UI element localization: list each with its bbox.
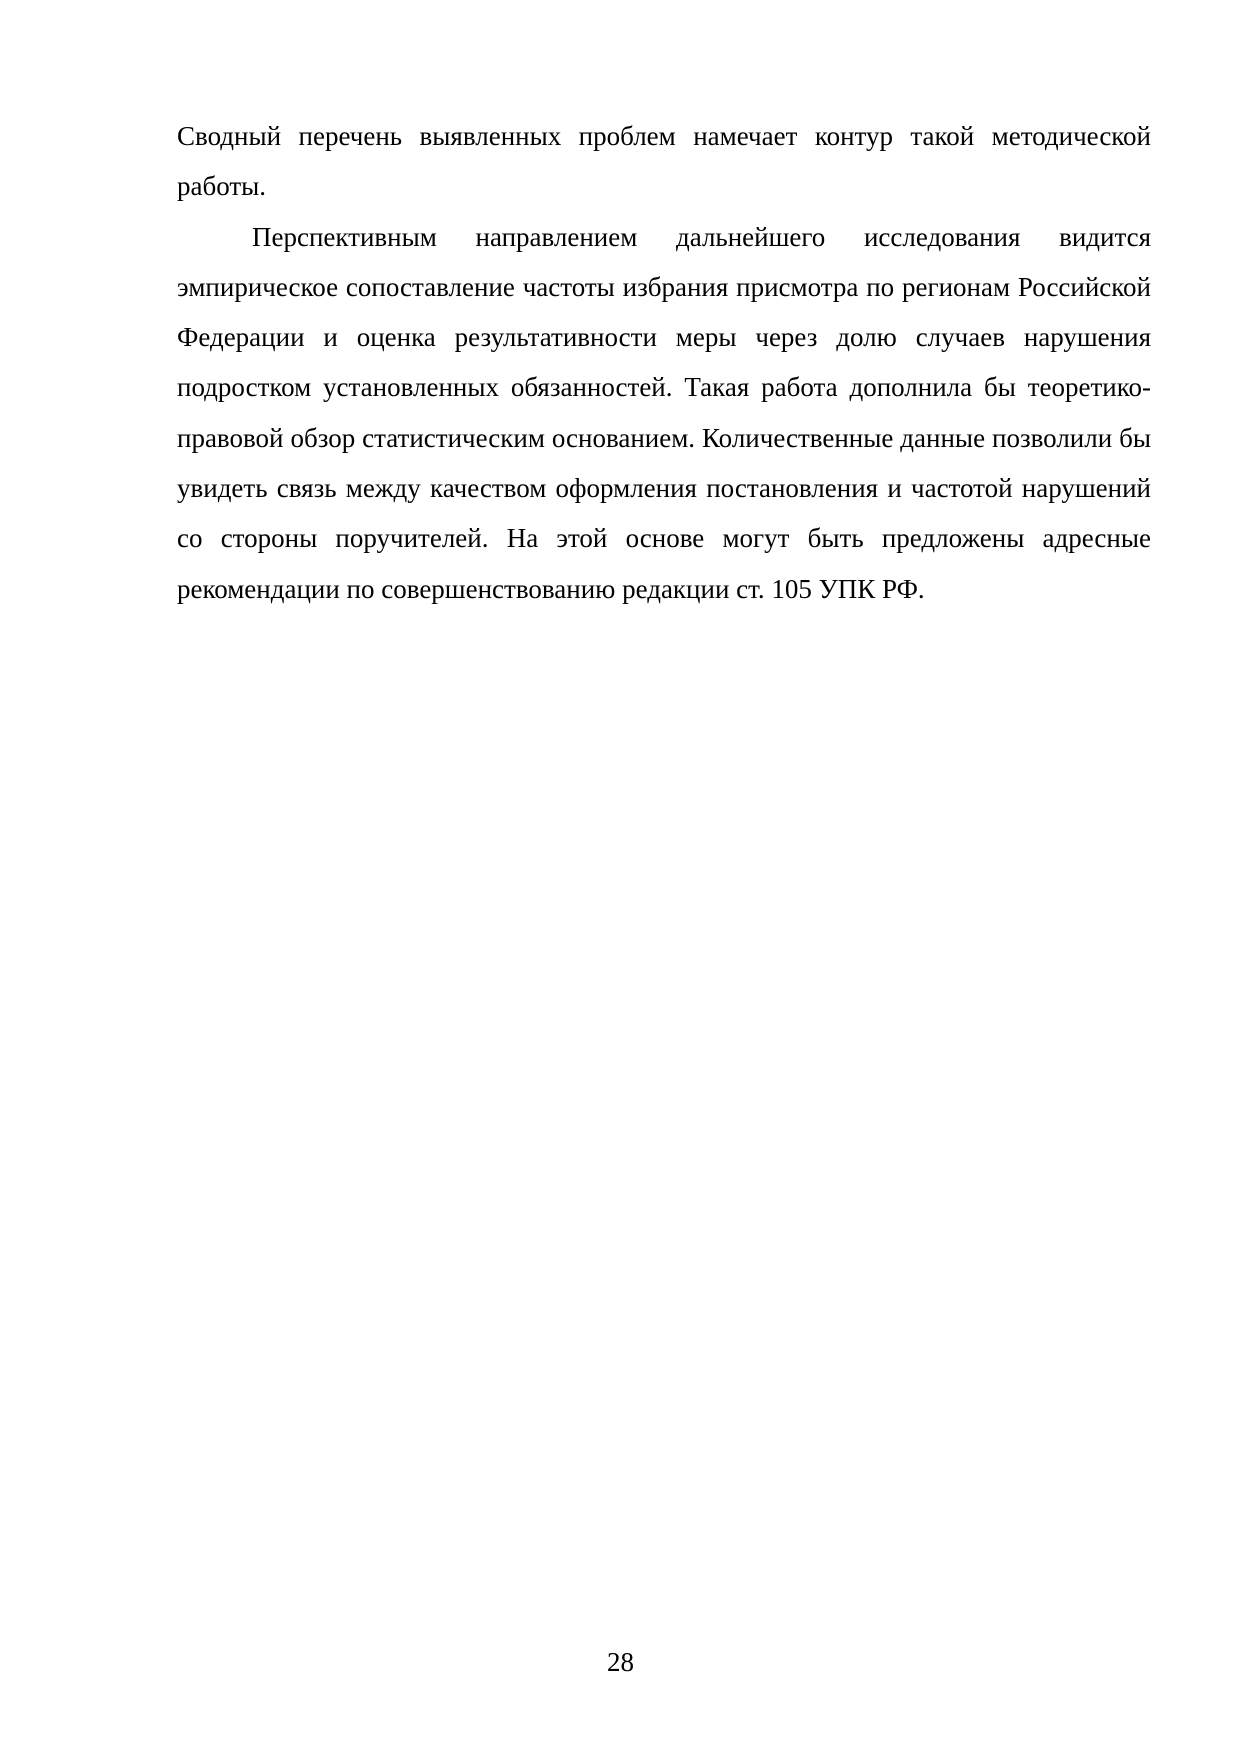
paragraph-conclusion-summary: Сводный перечень выявленных проблем намечает контур такой методической работы.: [177, 121, 1151, 202]
body-text: [177, 111, 1151, 614]
page-number: 28: [607, 1647, 634, 1677]
paragraph-future-research: Перспективным направлением дальнейшего исследования видится эмпирическое сопоставление частоты избрания присмотра по регионам Российской Федерации и оценка результативности меры через долю случаев нарушения подростком установленных обязанностей. Такая работа дополнила бы теоретико-правовой обзор статистическим основанием. Количественные данные позволили бы увидеть связь между качеством оформления постановления и частотой нарушений со стороны поручителей. На этой основе могут быть предложены адресные рекомендации по совершенствованию редакции ст. 105 УПК РФ.: [177, 221, 1151, 604]
